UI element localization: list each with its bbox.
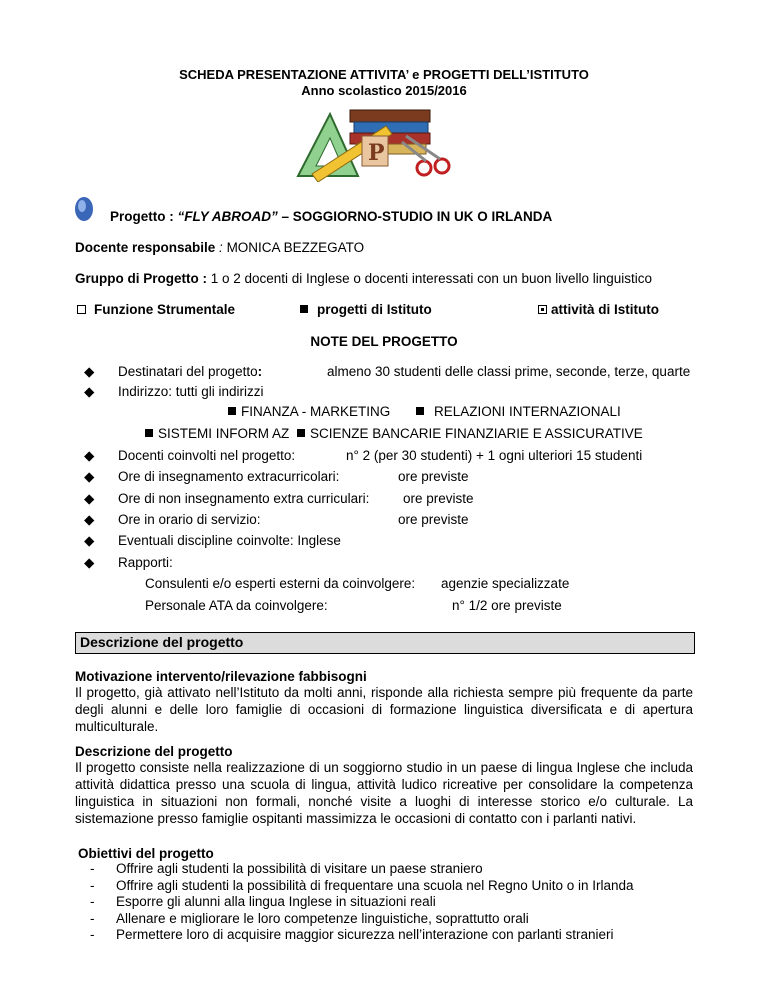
indirizzo-relazioni [416, 403, 621, 420]
destinatari-label [118, 363, 262, 380]
progetti-label: progetti di Istituto [317, 302, 432, 317]
bullet-diamond-icon: ◆ [84, 448, 95, 463]
indirizzo-sistemi [145, 425, 289, 442]
bullet-diamond-icon: ◆ [84, 491, 95, 506]
option-funzione-strumentale[interactable] [77, 301, 235, 318]
docenti-value: n° 2 (per 30 studenti) + 1 ogni ulteriori 15 studenti [346, 448, 643, 463]
bullet-diamond-icon: ◆ [84, 364, 95, 379]
list-item [90, 927, 634, 944]
ore-non-value: ore previste [403, 491, 474, 506]
document-title: SCHEDA PRESENTAZIONE ATTIVITA’ e PROGETTI DELL’ISTITUTO [179, 67, 589, 82]
ore-serv-value: ore previste [398, 512, 469, 527]
destinatari-value: almeno 30 studenti delle classi prime, seconde, terze, quarte [327, 364, 691, 379]
filled-square-icon [300, 305, 308, 313]
svg-text:P: P [368, 140, 385, 166]
project-suffix: – SOGGIORNO-STUDIO IN UK O IRLANDA [277, 209, 553, 224]
filled-square-icon [228, 407, 236, 415]
indirizzo-text: Indirizzo: tutti gli indirizzi [118, 384, 264, 399]
school-supplies-illustration [290, 106, 460, 182]
ind2-label: RELAZIONI INTERNAZIONALI [434, 404, 621, 419]
ind3-label: SISTEMI INFORM AZ [158, 426, 290, 441]
ore-non-label: Ore di non insegnamento extra curriculari: [118, 491, 370, 506]
project-title [110, 208, 552, 225]
descrizione-text: Il progetto consiste nella realizzazione di un soggiorno studio in un paese di lingua Inglese che includa attività didattica presso una scuola di lingua, attività ludico ricreative per consolidare la competenza linguistica in situazioni non formali, nonché visite a luoghi di interesse storico e/o culturale. La sistemazione presso famiglie ospitanti massimizza le occasioni di contatto con i parlanti nativi. [75, 760, 693, 826]
consulenti-label: Consulenti e/o esperti esterni da coinvolgere: [145, 576, 416, 591]
empty-checkbox-icon [77, 305, 86, 314]
dash-bullet: - [90, 877, 95, 893]
project-name: “FLY ABROAD” [177, 209, 278, 224]
docente-sep: : [215, 240, 227, 255]
indirizzo-finanza [228, 403, 390, 420]
motivazione-text: Il progetto, già attivato nell’Istituto da molti anni, risponde alla richiesta sempre più frequente da parte degli alunni e delle loro famiglie di occasioni di formazione linguistica diversificata e di apertura multiculturale. [75, 685, 693, 734]
destinatari-text: Destinatari del progetto [118, 364, 258, 379]
ind4-label: SCIENZE BANCARIE FINANZIARIE E ASSICURATIVE [310, 426, 643, 441]
motivazione-heading: Motivazione intervento/rilevazione fabbisogni [75, 669, 367, 684]
section-header-descrizione [75, 632, 695, 654]
descrizione-heading: Descrizione del progetto [75, 744, 233, 759]
ata-value: n° 1/2 ore previste [452, 598, 562, 613]
rapporti-label: Rapporti: [118, 555, 173, 570]
dotted-checkbox-icon [538, 305, 547, 314]
list-item [90, 861, 634, 878]
bullet-diamond-icon: ◆ [84, 555, 95, 570]
obiettivo-text: Esporre gli alunni alla lingua Inglese in situazioni reali [116, 894, 436, 909]
gruppo-label: Gruppo di Progetto : [75, 271, 211, 286]
docente-responsabile [75, 239, 364, 256]
dash-bullet: - [90, 910, 95, 926]
list-item [90, 894, 634, 911]
option-progetti-istituto[interactable] [300, 301, 432, 318]
dash-bullet: - [90, 927, 95, 942]
list-item [90, 878, 634, 895]
funzione-label: Funzione Strumentale [94, 302, 236, 317]
bullet-diamond-icon: ◆ [84, 384, 95, 399]
obiettivi-list [90, 861, 634, 944]
filled-square-icon [297, 429, 305, 437]
ind1-label: FINANZA - MARKETING [241, 404, 391, 419]
dash-bullet: - [90, 894, 95, 909]
section-title: Descrizione del progetto [80, 634, 244, 650]
note-heading: NOTE DEL PROGETTO [310, 334, 458, 349]
indirizzo-scienze [297, 425, 643, 442]
docenti-label: Docenti coinvolti nel progetto: [118, 448, 296, 463]
discipline-text: Eventuali discipline coinvolte: Inglese [118, 533, 341, 548]
obiettivo-text: Allenare e migliorare le loro competenze linguistiche, soprattutto orali [116, 910, 529, 926]
bullet-diamond-icon: ◆ [84, 512, 95, 527]
gruppo-progetto [75, 270, 652, 287]
obiettivo-text: Permettere loro di acquisire maggior sicurezza nell’interazione con parlanti stranieri [116, 927, 614, 942]
docente-label: Docente responsabile [75, 240, 216, 255]
school-year: Anno scolastico 2015/2016 [301, 83, 467, 98]
filled-square-icon [416, 407, 424, 415]
destinatari-colon: : [257, 364, 263, 379]
dash-bullet: - [90, 861, 95, 876]
obiettivi-heading: Obiettivi del progetto [78, 846, 214, 861]
ore-ins-label: Ore di insegnamento extracurricolari: [118, 469, 340, 484]
bullet-diamond-icon: ◆ [84, 533, 95, 548]
obiettivo-text: Offrire agli studenti la possibilità di frequentare una scuola nel Regno Unito o in Irlanda [116, 877, 634, 893]
list-item [90, 911, 634, 928]
ata-label: Personale ATA da coinvolgere: [145, 598, 328, 613]
project-prefix: Progetto : [110, 209, 178, 224]
docente-value: MONICA BEZZEGATO [226, 240, 365, 255]
ore-ins-value: ore previste [398, 469, 469, 484]
blue-emblem-icon [74, 196, 94, 222]
option-attivita-istituto[interactable] [538, 301, 659, 318]
bullet-diamond-icon: ◆ [84, 469, 95, 484]
ore-serv-label: Ore in orario di servizio: [118, 512, 261, 527]
filled-square-icon [145, 429, 153, 437]
obiettivo-text: Offrire agli studenti la possibilità di visitare un paese straniero [116, 861, 483, 876]
attivita-label: attività di Istituto [551, 302, 659, 317]
consulenti-value: agenzie specializzate [441, 576, 570, 591]
gruppo-value: 1 o 2 docenti di Inglese o docenti interessati con un buon livello linguistico [210, 271, 653, 286]
